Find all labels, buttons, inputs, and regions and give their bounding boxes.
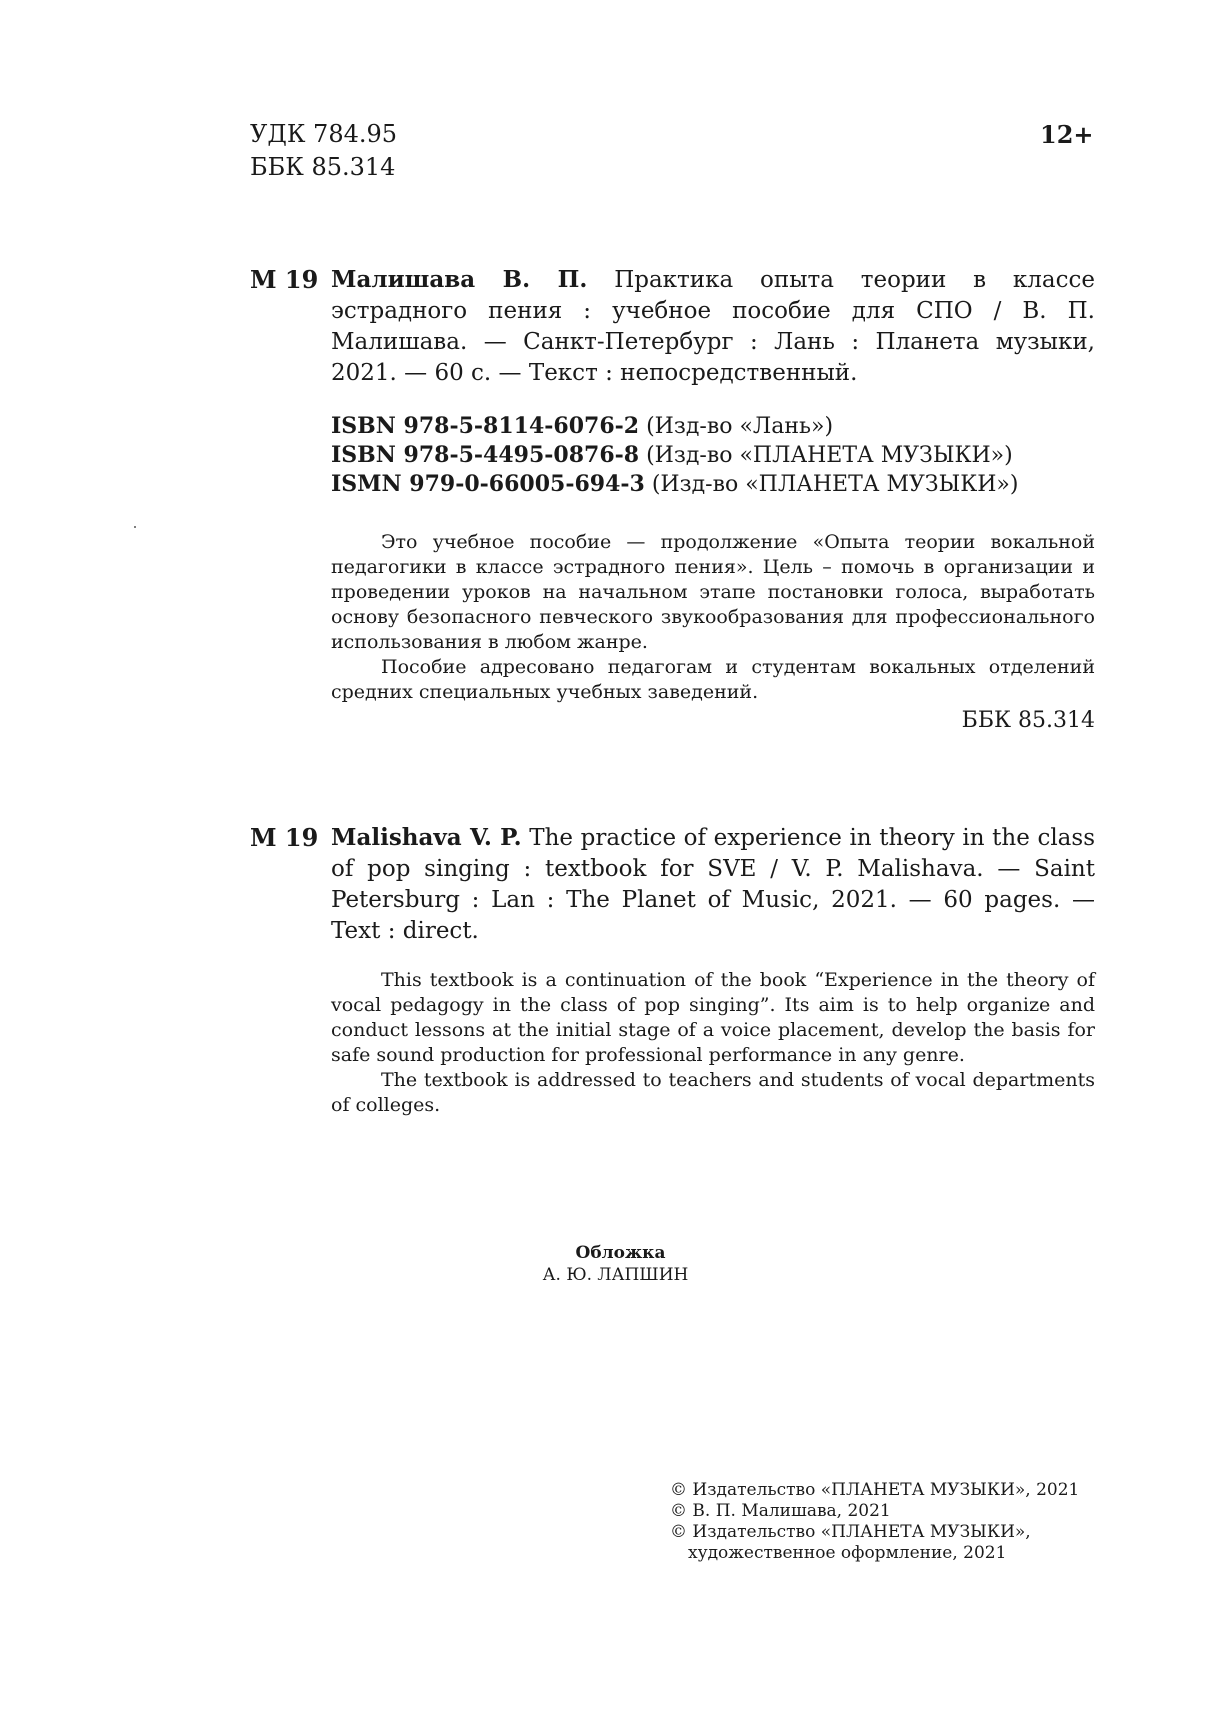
cover-credit (0, 1242, 1211, 1286)
isbn-list (331, 412, 1095, 499)
abstract-paragraph: Это учебное пособие — продолжение «Опыта теории вокальной педагогики в классе эстрадного пения». Цель – помочь в организации и проведении уроков на начальном этапе постановки голоса, выработать основу безопасного певческого звукообразования для профессионального использования в любом жанре. (331, 531, 1095, 653)
catalog-entry-en (331, 822, 1095, 947)
copyright-line: © Издательство «ПЛАНЕТА МУЗЫКИ», 2021 (670, 1480, 1080, 1500)
author-mark-ru: М 19 (250, 265, 319, 294)
cover-label: Обложка (575, 1243, 666, 1263)
udk-code: УДК 784.95 (250, 120, 398, 148)
bbk-code: ББК 85.314 (250, 153, 396, 181)
entry-description-en: The practice of experience in theory in the class of pop singing : textbook for SVE / V. P. Malishava. — Saint Petersburg : Lan : The Planet of Music, 2021. — 60 pages. — Text : direct. (331, 825, 1095, 944)
isbn-line (331, 470, 1095, 499)
bbk-code-right: ББК 85.314 (961, 708, 1095, 733)
author-mark-en: М 19 (250, 823, 319, 852)
abstract-paragraph: Пособие адресовано педагогам и студентам вокальных отделений средних специальных учебных заведений. (331, 656, 1095, 703)
age-rating: 12+ (1040, 120, 1094, 149)
copyright-line: © Издательство «ПЛАНЕТА МУЗЫКИ», (670, 1522, 1031, 1542)
abstract-en (331, 968, 1095, 1118)
copyright-line: © В. П. Малишава, 2021 (670, 1501, 891, 1521)
ismn-code: ISMN 979-0-66005-694-3 (331, 471, 645, 497)
catalog-entry-ru (331, 264, 1095, 389)
abstract-paragraph: The textbook is addressed to teachers and students of vocal departments of colleges. (331, 1069, 1095, 1116)
isbn-line (331, 441, 1095, 470)
cover-designer: А. Ю. ЛАПШИН (542, 1265, 689, 1285)
isbn-publisher: (Изд-во «Лань») (646, 414, 834, 439)
author-name-en: Malishava V. P. (331, 824, 522, 851)
copyright-block (670, 1480, 1100, 1564)
author-name-ru: Малишава В. П. (331, 266, 588, 293)
abstract-ru (331, 530, 1095, 705)
classification-codes (250, 118, 397, 184)
isbn-code: ISBN 978-5-8114-6076-2 (331, 413, 640, 439)
isbn-line (331, 412, 1095, 441)
stray-mark (134, 526, 136, 528)
isbn-publisher: (Изд-во «ПЛАНЕТА МУЗЫКИ») (651, 472, 1019, 497)
isbn-publisher: (Изд-во «ПЛАНЕТА МУЗЫКИ») (646, 443, 1013, 468)
copyright-line-continued: художественное оформление, 2021 (688, 1543, 1007, 1563)
isbn-code: ISBN 978-5-4495-0876-8 (331, 442, 640, 468)
entry-description-ru: Практика опыта теории в классе эстрадного пения : учебное пособие для СПО / В. П. Малишава. — Санкт-Петербург : Лань : Планета музыки, 2021. — 60 с. — Текст : непосредственный. (331, 267, 1095, 386)
abstract-paragraph: This textbook is a continuation of the book “Experience in the theory of vocal pedagogy in the class of pop singing”. Its aim is to help organize and conduct lessons at the initial stage of a voice placement, develop the basis for safe sound production for professional performance in any genre. (331, 969, 1095, 1066)
